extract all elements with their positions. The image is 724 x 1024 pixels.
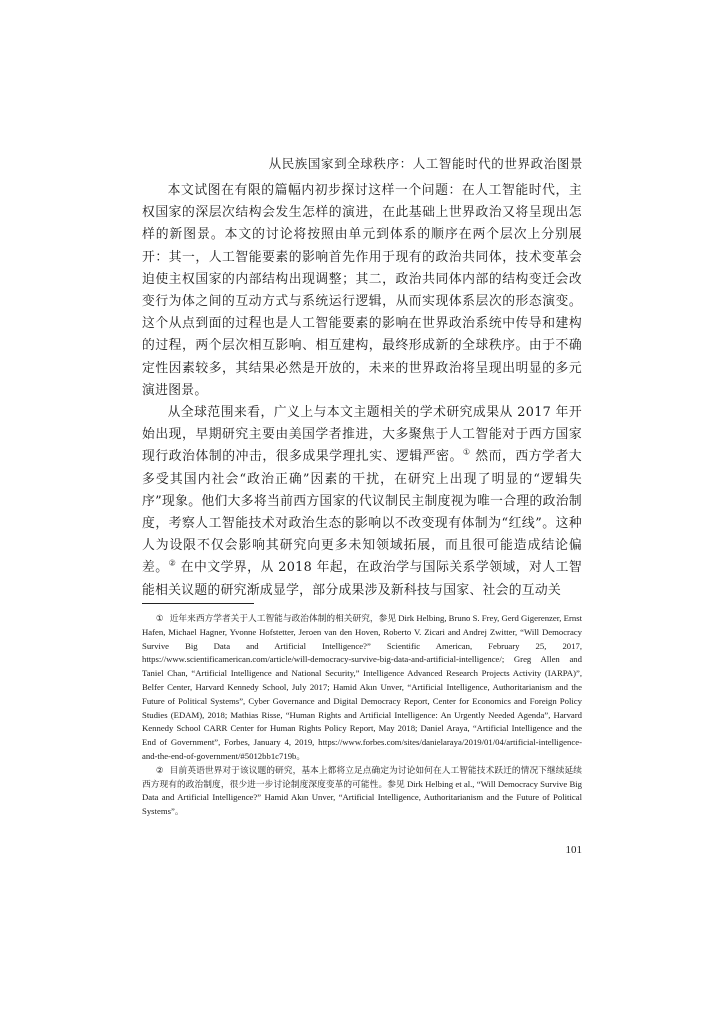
paragraph-2-part-a: 从全球范围来看，广义上与本文主题相关的学术研究成果从 2017 年开始出现，早期研究主要由美国学者推进，大多聚焦于人工智能对于西方国家现行政治体制的冲击，很多成果学理扎实、逻辑严密。 (142, 405, 582, 465)
footnote-ref-1[interactable]: ① (462, 448, 471, 458)
footnote-1 (142, 612, 582, 764)
footnote-2 (142, 764, 582, 819)
paragraph-2 (142, 402, 582, 602)
footnote-divider (142, 603, 254, 604)
paragraph-1: 本文试图在有限的篇幅内初步探讨这样一个问题：在人工智能时代，主权国家的深层次结构会发生怎样的演进，在此基础上世界政治又将呈现出怎样的新图景。本文的讨论将按照由单元到体系的顺序在两个层次上分别展开：其一，人工智能要素的影响首先作用于现有的政治共同体，技术变革会迫使主权国家的内部结构出现调整；其二，政治共同体内部的结构变迁会改变行为体之间的互动方式与系统运行逻辑，从而实现体系层次的形态演变。这个从点到面的过程也是人工智能要素的影响在世界政治系统中传导和建构的过程，两个层次相互影响、相互建构，最终形成新的全球秩序。由于不确定性因素较多，其结果必然是开放的，未来的世界政治将呈现出明显的多元演进图景。 (142, 183, 582, 398)
footnote-2-text: 目前英语世界对于该议题的研究，基本上都将立足点确定为讨论如何在人工智能技术跃迁的情况下继续延续西方现有的政治制度，很少进一步讨论制度深度变革的可能性。参见 Dirk Helbing et al., “Will Democracy Survive Big Data and Artificial Intelligence?” Hamid Akın Unver, “Artificial Intelligence, Authoritarianism and the Future of Political Systems”。 (142, 764, 582, 817)
body-text (142, 180, 582, 602)
footnote-1-text: 近年来西方学者关于人工智能与政治体制的相关研究，参见 Dirk Helbing, Bruno S. Frey, Gerd Gigerenzer, Ernst Hafen, Michael Hagner, Yvonne Hofstetter, Jeroen van den Hoven, Roberto V. Zicari and Andrej Zwitter, “Will Democracy Survive Big Data and Artificial Intelligence?” Scientific American, February 25, 2017, https://www.scientificamerican.com/article/will-democracy-survive-big-data-and-artificial-intelligence/; Greg Allen and Taniel Chan, “Artificial Intelligence and National Security,” Intelligence Advanced Research Projects Activity (IARPA)”, Belfer Center, Harvard Kennedy School, July 2017; Hamid Akın Unver, “Artificial Intelligence, Authoritarianism and the Future of Political Systems”, Cyber Governance and Digital Democracy Report, Center for Economics and Foreign Policy Studies (EDAM), 2018; Mathias Risse, “Human Rights and Artificial Intelligence: An Urgently Needed Agenda”, Harvard Kennedy School CARR Center for Human Rights Policy Report, May 2018; Daniel Araya, “Artificial Intelligence and the End of Government”, Forbes, January 4, 2019, https://www.forbes.com/sites/danielaraya/2019/01/04/artificial-intelligence-and-the-end-of-government/#5012bb1c719b。 (142, 613, 582, 761)
page-number: 101 (565, 844, 582, 856)
running-header: 从民族国家到全球秩序：人工智能时代的世界政治图景 (268, 156, 583, 171)
footnote-2-mark: ② (155, 764, 164, 775)
footnote-1-mark: ① (155, 613, 164, 623)
paragraph-2-part-c: 在中文学界，从 2018 年起，在政治学与国际关系学领域，对人工智能相关议题的研究渐成显学，部分成果涉及新科技与国家、社会的互动关 (142, 560, 582, 598)
paragraph-2-part-b: 然而，西方学者大多受其国内社会“政治正确”因素的干扰，在研究上出现了明显的“逻辑失序”现象。他们大多将当前西方国家的代议制民主制度视为唯一合理的政治制度，考察人工智能技术对政治生态的影响以不改变现有体制为“红线”。这种人为设限不仅会影响其研究向更多未知领域拓展，而且很可能造成结论偏差。 (142, 449, 582, 576)
footnote-ref-2[interactable]: ② (168, 559, 177, 569)
footnotes (142, 612, 582, 819)
